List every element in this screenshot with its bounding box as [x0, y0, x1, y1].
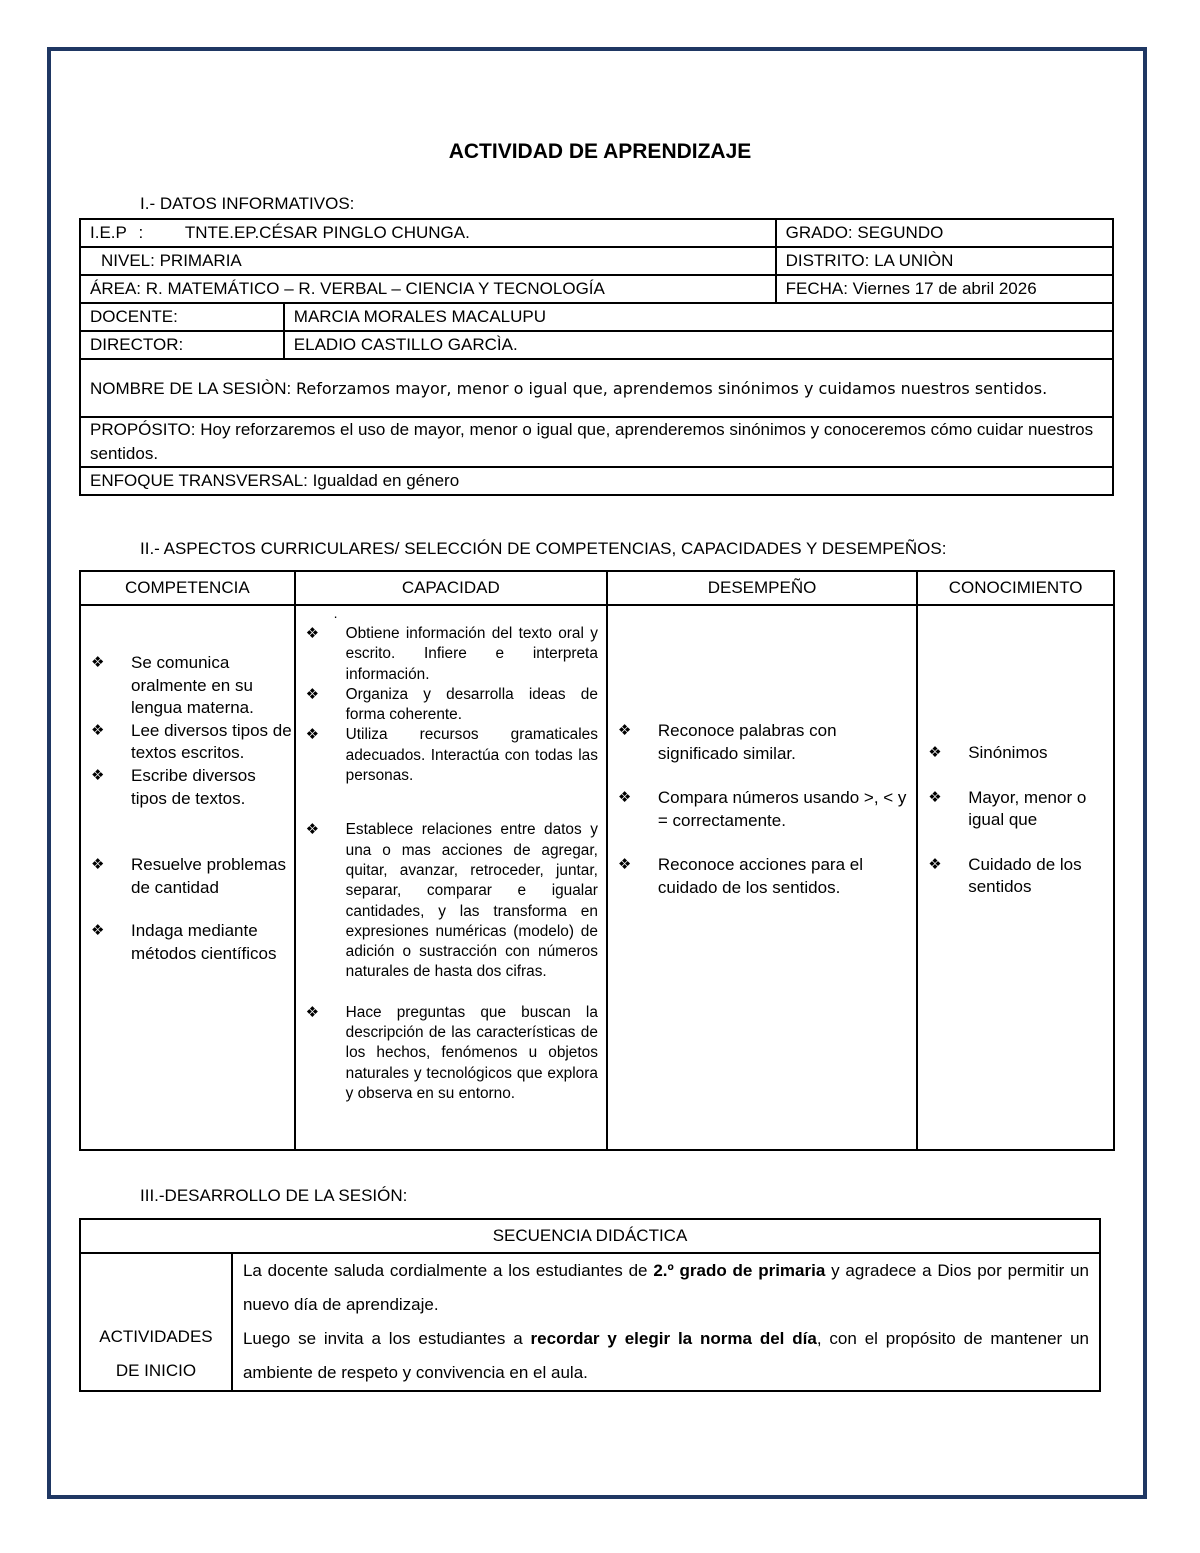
- inicio-paragraph-2: [243, 1322, 1089, 1390]
- nivel-cell: [80, 247, 776, 275]
- director-value: ELADIO CASTILLO GARCÌA.: [284, 331, 1113, 359]
- sesion-cell: [80, 359, 1113, 417]
- iep-value: TNTE.EP.CÉSAR PINGLO CHUNGA.: [184, 223, 470, 242]
- list-item: ❖ Sinónimos: [918, 742, 1113, 765]
- info-table: [79, 218, 1114, 496]
- p1-text: La docente saluda cordialmente a los estudiantes de: [242, 1261, 654, 1280]
- info-row-sesion: [80, 359, 1113, 417]
- label-line-2: DE INICIO: [115, 1361, 197, 1380]
- distrito-cell: DISTRITO: LA UNIÒN: [776, 247, 1113, 275]
- director-label: DIRECTOR:: [80, 331, 284, 359]
- desarrollo-header-row: [80, 1219, 1100, 1253]
- actividades-inicio-row: [80, 1253, 1100, 1391]
- list-item: ❖ Utiliza recursos gramaticales adecuados. Interactúa con todas las personas.: [296, 725, 606, 786]
- list-item: ❖ Organiza y desarrolla ideas de forma coherente.: [296, 685, 606, 726]
- p2-text-end: , con el propósito de mantener un ambiente de respeto y convivencia en el aula.: [242, 1329, 1089, 1382]
- header-capacidad: CAPACIDAD: [295, 571, 607, 605]
- list-item: ❖ Reconoce acciones para el cuidado de los sentidos.: [608, 854, 916, 899]
- document-title: ACTIVIDAD DE APRENDIZAJE: [448, 140, 752, 163]
- label-line-1: ACTIVIDADES: [99, 1327, 213, 1346]
- list-item: ❖ Se comunica oralmente en su lengua materna.: [81, 652, 294, 720]
- p2-bold: recordar y elegir la norma del día: [530, 1329, 817, 1348]
- curricular-table: [79, 570, 1115, 1151]
- info-row-director: [80, 331, 1113, 359]
- info-row-proposito: [80, 417, 1113, 467]
- capacidad-dot: .: [333, 605, 338, 621]
- docente-label: DOCENTE:: [80, 303, 284, 331]
- actividades-inicio-text: [232, 1253, 1100, 1391]
- list-item: ❖ Obtiene información del texto oral y escrito. Infiere e interpreta información.: [296, 624, 606, 685]
- iep-sep: :: [138, 223, 144, 242]
- capacidad-cell: [295, 605, 607, 1150]
- sesion-value: Reforzamos mayor, menor o igual que, aprendemos sinónimos y cuidamos nuestros sentidos.: [295, 378, 1048, 398]
- desempeno-list: [608, 720, 916, 900]
- proposito-cell: PROPÓSITO: Hoy reforzaremos el uso de mayor, menor o igual que, aprenderemos sinónimos y conoceremos cómo cuidar nuestros sentidos.: [80, 417, 1113, 467]
- p2-text: Luego se invita a los estudiantes a: [242, 1329, 531, 1348]
- nivel-value: PRIMARIA: [159, 251, 242, 270]
- competencia-cell: [80, 605, 295, 1150]
- iep-label: I.E.P: [90, 223, 127, 242]
- desempeno-cell: [607, 605, 917, 1150]
- list-item: ❖ Lee diversos tipos de textos escritos.: [81, 720, 294, 765]
- info-row-area: [80, 275, 1113, 303]
- inicio-paragraph-1: [243, 1254, 1089, 1322]
- p1-text-end: y agradece a Dios por permitir un nuevo día de aprendizaje.: [242, 1261, 1089, 1314]
- conocimiento-cell: [917, 605, 1114, 1150]
- sesion-label: NOMBRE DE LA SESIÒN:: [90, 378, 296, 398]
- p1-bold: 2.º grado de primaria: [653, 1261, 826, 1280]
- fecha-cell: FECHA: Viernes 17 de abril 2026: [776, 275, 1113, 303]
- info-row-docente: [80, 303, 1113, 331]
- list-item: ❖ Resuelve problemas de cantidad: [81, 854, 294, 899]
- enfoque-value: Igualdad en género: [312, 471, 460, 490]
- section-aspectos-curriculares: II.- ASPECTOS CURRICULARES/ SELECCIÓN DE COMPETENCIAS, CAPACIDADES Y DESEMPEÑOS:: [140, 539, 947, 558]
- list-item: ❖ Reconoce palabras con significado similar.: [608, 720, 916, 765]
- header-conocimiento: CONOCIMIENTO: [917, 571, 1114, 605]
- list-item: ❖ Compara números usando >, < y = correctamente.: [608, 787, 916, 832]
- info-row-nivel: [80, 247, 1113, 275]
- list-item: ❖ Escribe diversos tipos de textos.: [81, 765, 294, 810]
- list-item: ❖ Establece relaciones entre datos y una o mas acciones de agregar, quitar, avanzar, retroceder, juntar, separar, comparar e igualar cantidades, y las transforma en expresiones numéricas (modelo) de adición o sustracción con números naturales de hasta dos cifras.: [296, 820, 606, 982]
- area-cell: ÁREA: R. MATEMÁTICO – R. VERBAL – CIENCIA Y TECNOLOGÍA: [80, 275, 776, 303]
- secuencia-header: SECUENCIA DIDÁCTICA: [80, 1219, 1100, 1253]
- enfoque-cell: [80, 467, 1113, 495]
- nivel-label: NIVEL:: [101, 251, 160, 270]
- list-item: ❖ Cuidado de los sentidos: [918, 854, 1113, 899]
- docente-value: MARCIA MORALES MACALUPU: [284, 303, 1113, 331]
- conocimiento-list: [918, 742, 1113, 899]
- info-row-enfoque: [80, 467, 1113, 495]
- curricular-header-row: [80, 571, 1114, 605]
- header-competencia: COMPETENCIA: [80, 571, 295, 605]
- enfoque-label: ENFOQUE TRANSVERSAL:: [90, 471, 313, 490]
- desarrollo-table: [79, 1218, 1101, 1392]
- capacidad-list: [296, 624, 606, 1104]
- list-item: ❖ Hace preguntas que buscan la descripción de las características de los hechos, fenómenos u objetos naturales y tecnológicos que explora y observa en su entorno.: [296, 1003, 606, 1104]
- list-item: ❖ Indaga mediante métodos científicos: [81, 920, 294, 965]
- section-desarrollo: III.-DESARROLLO DE LA SESIÓN:: [140, 1186, 408, 1205]
- competencia-list: [81, 652, 294, 966]
- section-datos-informativos: I.- DATOS INFORMATIVOS:: [140, 194, 355, 213]
- grado-cell: GRADO: SEGUNDO: [776, 219, 1113, 247]
- curricular-body-row: [80, 605, 1114, 1150]
- iep-cell: [80, 219, 776, 247]
- header-desempeno: DESEMPEÑO: [607, 571, 917, 605]
- list-item: ❖ Mayor, menor o igual que: [918, 787, 1113, 832]
- actividades-inicio-label: [80, 1253, 232, 1391]
- info-row-iep: [80, 219, 1113, 247]
